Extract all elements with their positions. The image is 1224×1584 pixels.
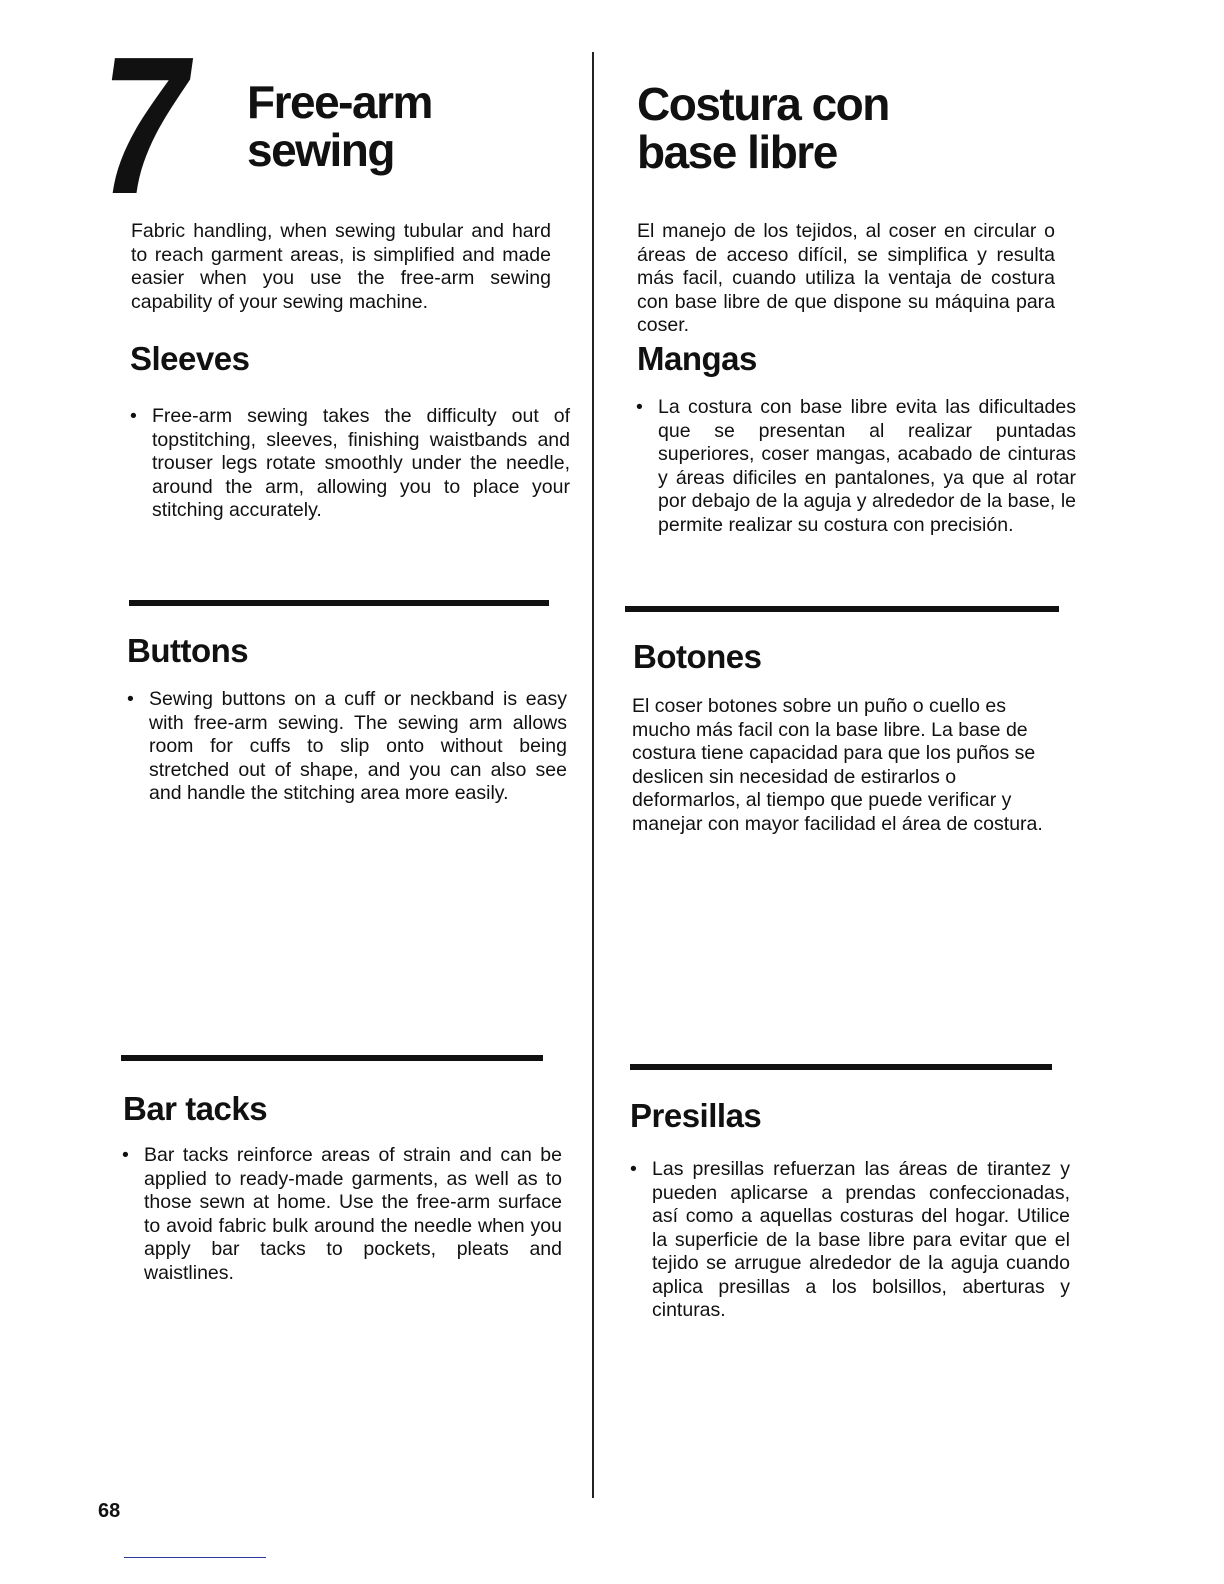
section-divider <box>121 1055 543 1061</box>
column-divider <box>592 52 594 1498</box>
text-sleeves: • Free-arm sewing takes the difficulty out of topstitching, sleeves, finishing waistbands and trouser legs rotate smoothly under the needle, around the arm, allowing you to place your stitching accurately. <box>130 405 570 523</box>
section-divider <box>625 606 1059 612</box>
section-divider <box>129 600 549 606</box>
heading-sleeves: Sleeves <box>130 340 250 377</box>
footer-line <box>124 1557 266 1558</box>
chapter-title-en-line2: sewing <box>247 124 394 176</box>
text-presillas: • Las presillas refuerzan las áreas de tirantez y pueden aplicarse a prendas confeccionadas, así como a aquellas costuras del hogar. Utilice la superficie de la base libre para evitar que el tejido se arrugue alrededor de la aguja cuando aplica presillas a los bolsillos, aberturas y cinturas. <box>630 1158 1070 1323</box>
chapter-title-en <box>247 78 432 174</box>
intro-en: Fabric handling, when sewing tubular and hard to reach garment areas, is simplified and made easier when you use the free-arm sewing capability of your sewing machine. <box>131 220 551 313</box>
chapter-number: 7 <box>82 16 202 235</box>
chapter-title-es-line2: base libre <box>637 126 837 178</box>
heading-presillas: Presillas <box>630 1097 762 1134</box>
chapter-title-en-line1: Free-arm <box>247 76 432 128</box>
heading-mangas: Mangas <box>637 340 757 377</box>
heading-buttons: Buttons <box>127 632 249 669</box>
text-mangas: • La costura con base libre evita las dificultades que se presentan al realizar puntadas superiores, coser mangas, acabado de cinturas y áreas dificiles en pantalones, ya que al rotar por debajo de la aguja y alrededor de la base, le permite realizar su costura con precisión. <box>636 396 1076 537</box>
chapter-title-es <box>637 80 889 176</box>
text-botones: El coser botones sobre un puño o cuello es mucho más facil con la base libre. La base de costura tiene capacidad para que los puños se deslicen sin necesidad de estirarlos o deformarlos, al tiempo que puede verificar y manejar con mayor facilidad el área de costura. <box>632 695 1043 835</box>
text-bar-tacks: • Bar tacks reinforce areas of strain and can be applied to ready-made garments, as well as to those sewn at home. Use the free-arm surface to avoid fabric bulk around the needle when you apply bar tacks to pockets, pleats and waistlines. <box>122 1144 562 1285</box>
intro-es: El manejo de los tejidos, al coser en circular o áreas de acceso difícil, se simplifica y resulta más facil, cuando utiliza la ventaja de costura con base libre de que dispone su máquina para coser. <box>637 220 1055 336</box>
heading-botones: Botones <box>633 638 762 675</box>
page-number: 68 <box>98 1500 121 1522</box>
section-divider <box>630 1064 1052 1070</box>
text-buttons: • Sewing buttons on a cuff or neckband is easy with free-arm sewing. The sewing arm allows room for cuffs to slip onto without being stretched out of shape, and you can also see and handle the stitching area more easily. <box>127 688 567 806</box>
chapter-title-es-line1: Costura con <box>637 78 889 130</box>
heading-bar-tacks: Bar tacks <box>123 1090 268 1127</box>
